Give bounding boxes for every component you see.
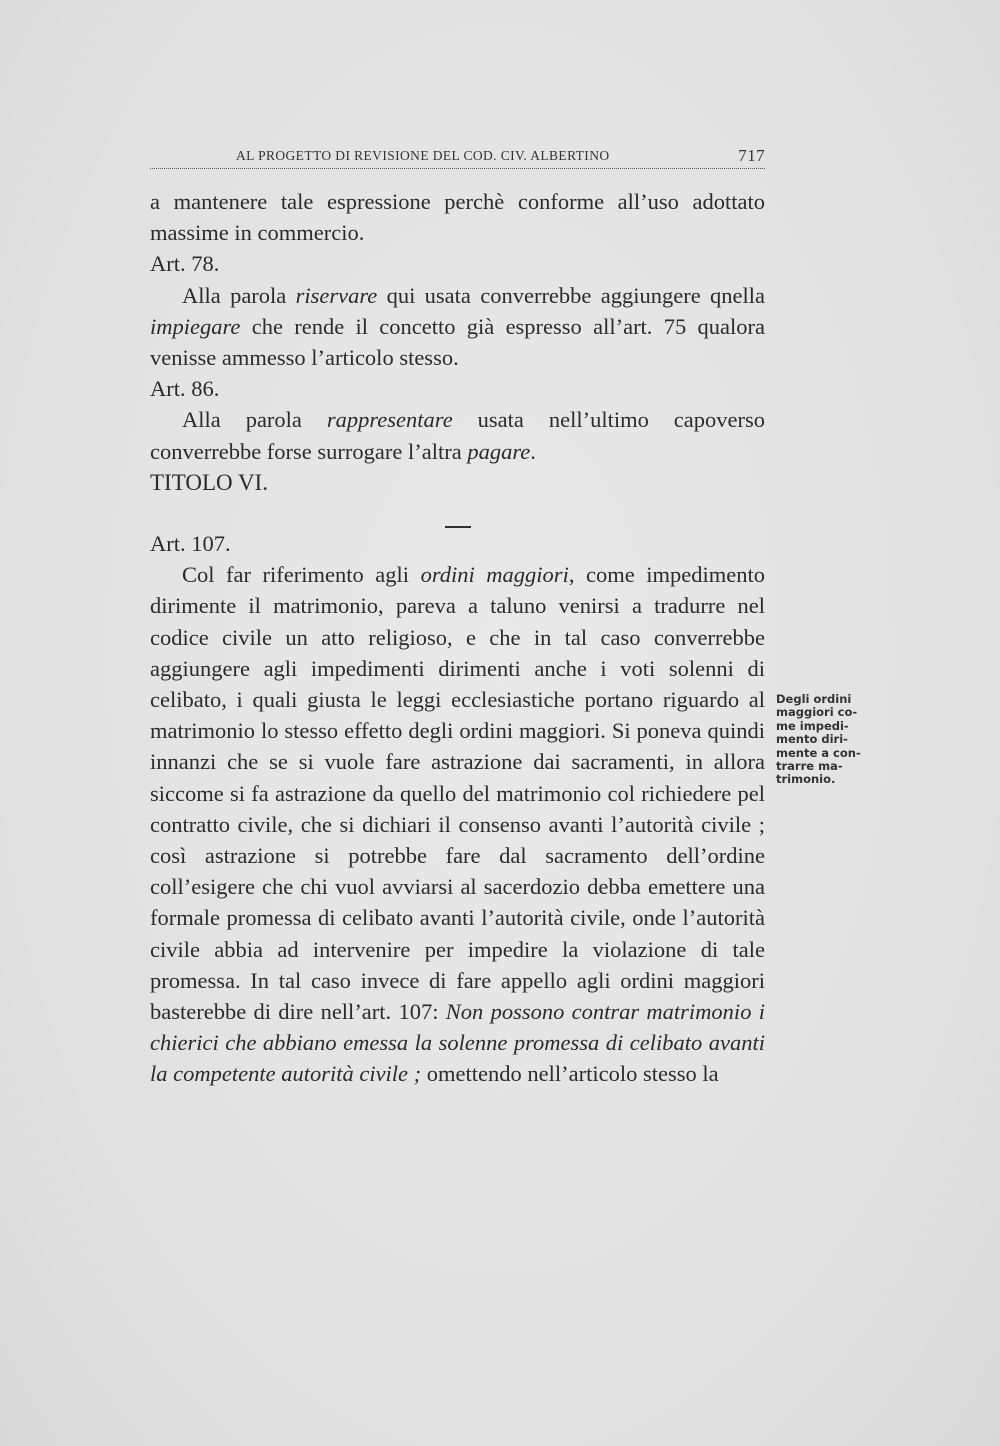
- text-run: Alla parola: [182, 407, 327, 433]
- article-86-heading: Art. 86.: [150, 376, 220, 402]
- article-107-heading: Art. 107.: [150, 531, 231, 557]
- margin-note: [776, 693, 894, 787]
- title-heading: TITOLO VI.: [150, 469, 268, 495]
- italic-term: rappresentare: [326, 407, 453, 433]
- margin-note-line: mente a con-: [776, 745, 861, 760]
- italic-term: impiegare: [150, 313, 241, 339]
- italic-quote: Non possono contrar matrimonio i chierici che abbiano emessa la solenne promessa di celibato avanti la competente autorità civile ;: [150, 999, 765, 1087]
- text-run: che rende il concetto già espresso all’art. 75 qualora venisse ammesso l’articolo stesso.: [150, 313, 765, 371]
- text-run: qui usata converrebbe aggiungere qnella: [377, 282, 765, 308]
- italic-term: riservare: [295, 282, 378, 308]
- margin-note-line: mento diri-: [776, 732, 848, 747]
- opening-paragraph: a mantenere tale espressione perchè conforme all’uso adottato massime in commercio.: [150, 189, 765, 246]
- article-107-paragraph: [150, 559, 765, 1089]
- margin-note-line: Degli ordini: [776, 692, 852, 706]
- margin-note-line: trimonio.: [776, 772, 836, 787]
- text-run: , come impedimento dirimente il matrimonio, pareva a taluno venirsi a tradurre nel codice civile un atto religioso, e che in tal caso converrebbe aggiungere agli impedimenti dirimenti anche i voti solenni di celibato, i quali giusta le leggi ecclesiastiche portano riguardo al matrimonio lo stesso effetto degli ordini maggiori. Si poneva quindi innanzi che se si vuole fare astrazione dai sacramenti, in allora siccome si fa astrazione da quello del matrimonio col richiedere pel contratto civile, che si dichiari il consenso avanti l’autorità civile ; così astrazione si potrebbe fare dal sacramento dell’ordine coll’esigere che chi vuol avviarsi al sacerdozio debba emettere una formale promessa di celibato avanti l’autorità civile, onde l’autorità civile abbia ad intervenire per impedire la violazione di tale promessa. In tal caso invece di fare appello agli ordini maggiori basterebbe di dire nell’art. 107:: [150, 562, 765, 1025]
- text-run: Col far riferimento agli: [182, 562, 421, 588]
- italic-term: pagare: [467, 438, 531, 464]
- margin-note-line: trarre ma-: [776, 759, 843, 774]
- page-header: [150, 146, 765, 169]
- article-86-paragraph: [150, 404, 765, 466]
- margin-note-line: me impedi-: [776, 718, 849, 733]
- main-text: [150, 186, 765, 1090]
- text-run: Alla parola: [182, 282, 296, 308]
- text-run: .: [530, 438, 536, 464]
- running-head: AL PROGETTO DI REVISIONE DEL COD. CIV. ALBERTINO: [236, 148, 610, 163]
- margin-note-line: maggiori co-: [776, 705, 858, 720]
- italic-term: ordini maggiori: [420, 562, 569, 588]
- page-number: 717: [738, 146, 765, 165]
- text-run: usata nell’ultimo capoverso converrebbe forse surrogare l’altra: [150, 407, 765, 464]
- article-78-paragraph: [150, 280, 765, 374]
- article-78-heading: Art. 78.: [150, 251, 220, 277]
- text-run: omettendo nell’articolo stesso la: [421, 1061, 719, 1087]
